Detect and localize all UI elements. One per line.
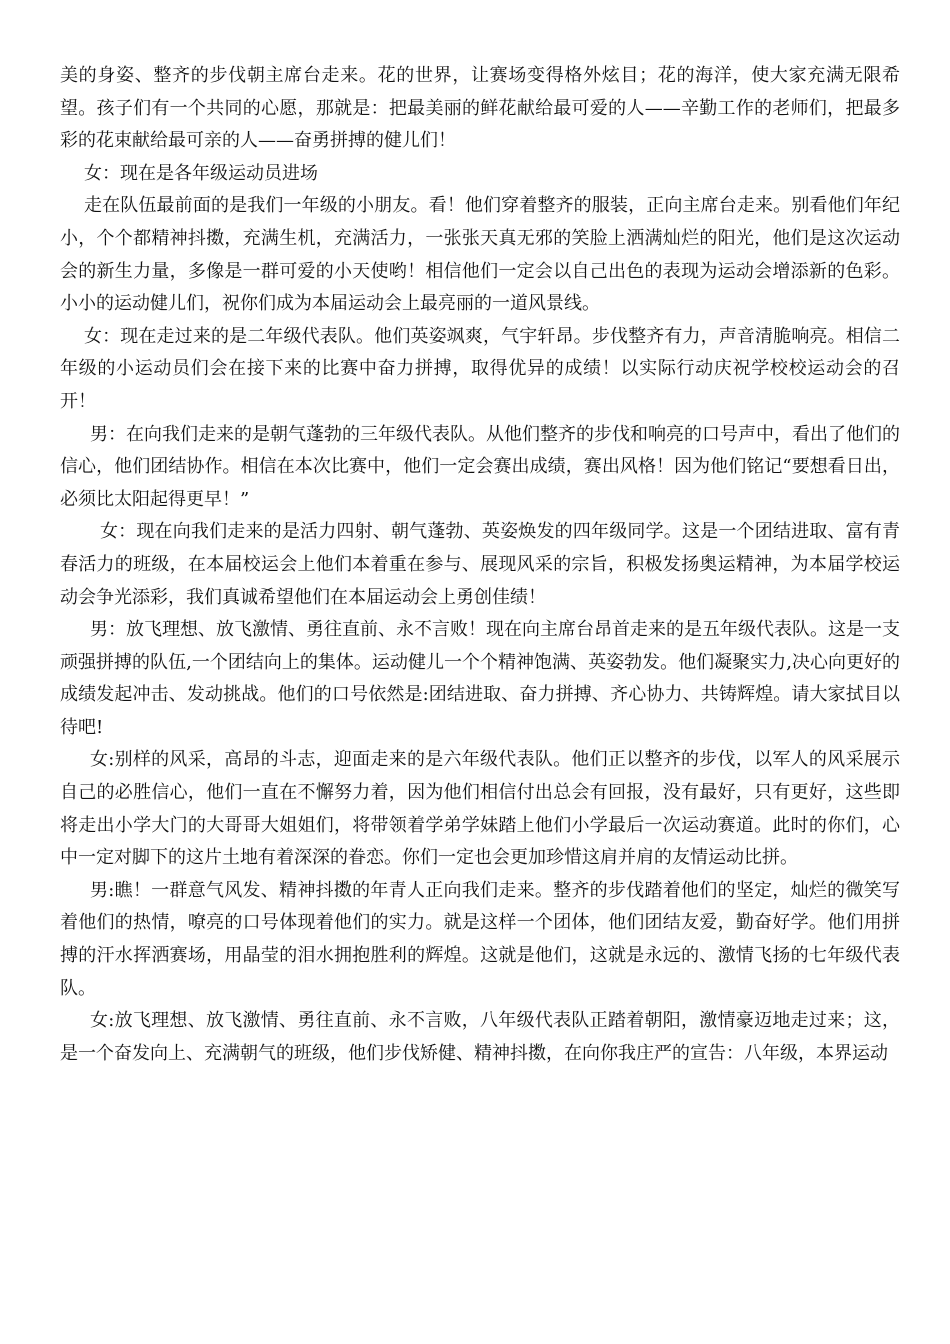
paragraph-grade-2: 女：现在走过来的是二年级代表队。他们英姿飒爽，气宇轩昂。步伐整齐有力，声音清脆响亮。相信二年级的小运动员们会在接下来的比赛中奋力拼搏，取得优异的成绩！以实际行动庆祝学校校运动会的召开！ <box>60 325 900 412</box>
paragraph-grade-7: 男:瞧！一群意气风发、精神抖擞的年青人正向我们走来。整齐的步伐踏着他们的坚定，灿烂的微笑写着他们的热情，嘹亮的口号体现着他们的实力。就是这样一个团体，他们团结友爱，勤奋好学。他们用拼搏的汗水挥洒赛场，用晶莹的泪水拥抱胜利的辉煌。这就是他们，这就是永远的、激情飞扬的七年级代表队。 <box>60 879 900 999</box>
paragraph-grade-8: 女:放飞理想、放飞激情、勇往直前、永不言败，八年级代表队正踏着朝阳，激情豪迈地走过来；这，是一个奋发向上、充满朝气的班级，他们步伐矫健、精神抖擞，在向你我庄严的宣告：八年级，本界运动 <box>60 1010 900 1064</box>
document-page <box>60 60 900 1070</box>
paragraph-grade-5: 男：放飞理想、放飞激情、勇往直前、永不言败！现在向主席台昂首走来的是五年级代表队。这是一支顽强拼搏的队伍,一个团结向上的集体。运动健儿一个个精神饱满、英姿勃发。他们凝聚实力,决心向更好的成绩发起冲击、发动挑战。他们的口号依然是:团结进取、奋力拼搏、齐心协力、共铸辉煌。请大家拭目以待吧! <box>60 619 900 738</box>
paragraph-grade-1: 走在队伍最前面的是我们一年级的小朋友。看！他们穿着整齐的服装，正向主席台走来。别看他们年纪小，个个都精神抖擞，充满生机，充满活力，一张张天真无邪的笑脸上洒满灿烂的阳光，他们是这次运动会的新生力量，多像是一群可爱的小天使哟！相信他们一定会以自己出色的表现为运动会增添新的色彩。小小的运动健儿们，祝你们成为本届运动会上最亮丽的一道风景线。 <box>60 195 900 315</box>
paragraph-grade-4: 女：现在向我们走来的是活力四射、朝气蓬勃、英姿焕发的四年级同学。这是一个团结进取、富有青春活力的班级，在本届校运会上他们本着重在参与、展现风采的宗旨，积极发扬奥运精神，为本届学校运动会争光添彩，我们真诚希望他们在本届运动会上勇创佳绩！ <box>60 521 900 608</box>
paragraph-flower-intro: 美的身姿、整齐的步伐朝主席台走来。花的世界，让赛场变得格外炫目；花的海洋，使大家充满无限希望。孩子们有一个共同的心愿，那就是：把最美丽的鲜花献给最可爱的人——辛勤工作的老师们，把最多彩的花束献给最可亲的人——奋勇拼搏的健儿们！ <box>60 65 900 152</box>
paragraph-grade-3: 男：在向我们走来的是朝气蓬勃的三年级代表队。从他们整齐的步伐和响亮的口号声中，看出了他们的信心，他们团结协作。相信在本次比赛中，他们一定会赛出成绩，赛出风格！因为他们铭记“要想看日出，必须比太阳起得更早！” <box>60 423 900 510</box>
paragraph-grade-6: 女:别样的风采，高昂的斗志，迎面走来的是六年级代表队。他们正以整齐的步伐，以军人的风采展示自己的必胜信心，他们一直在不懈努力着，因为他们相信付出总会有回报，没有最好，只有更好，这些即将走出小学大门的大哥哥大姐姐们，将带领着学弟学妹踏上他们小学最后一次运动赛道。此时的你们，心中一定对脚下的这片土地有着深深的眷恋。你们一定也会更加珍惜这肩并肩的友情运动比拼。 <box>60 749 900 869</box>
paragraph-female-host-entry: 女：现在是各年级运动员进场 <box>84 162 318 184</box>
